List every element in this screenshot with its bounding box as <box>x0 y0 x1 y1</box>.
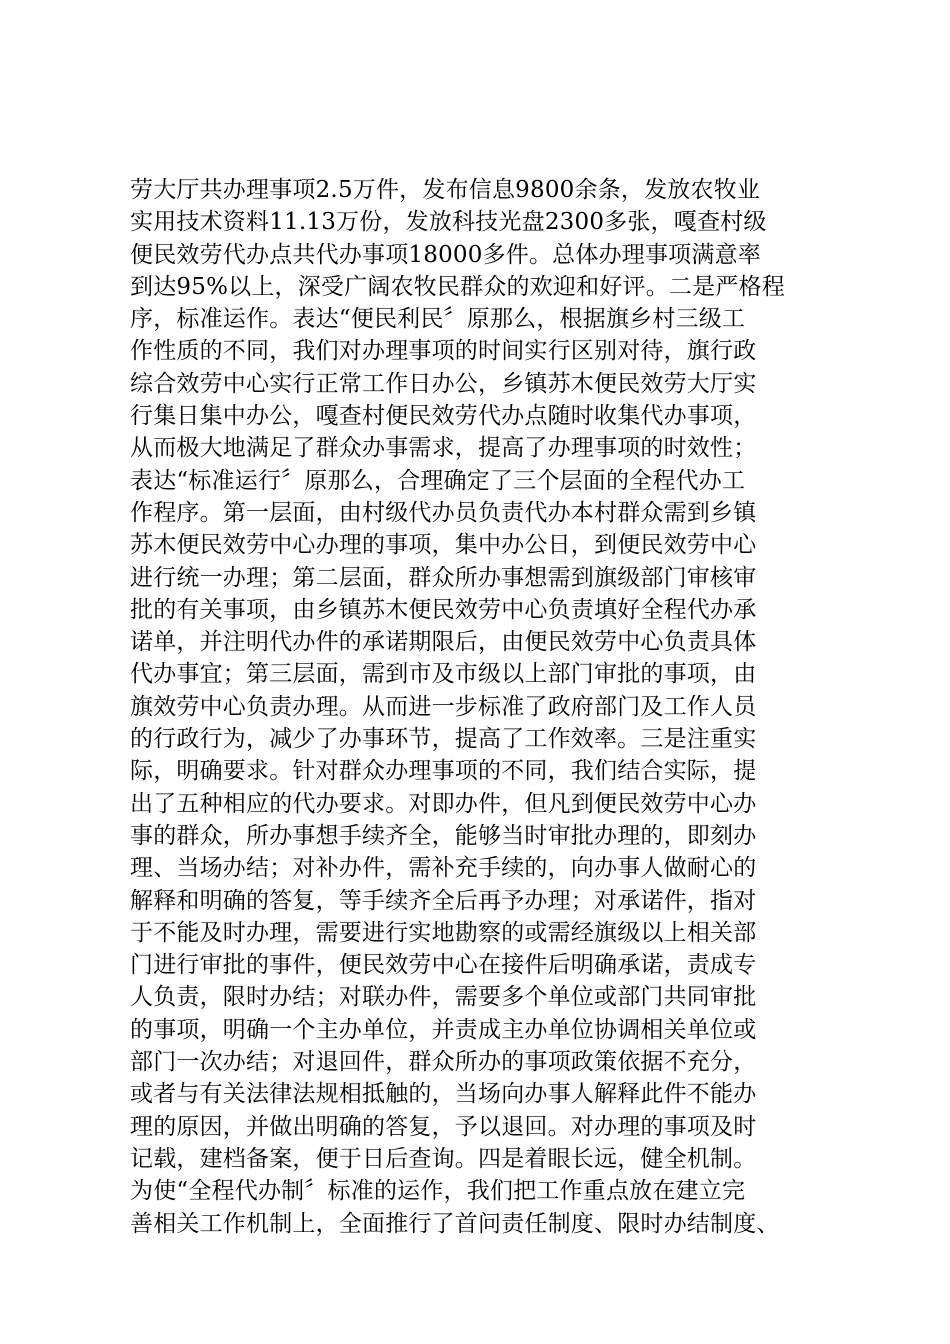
text-line: 诺单，并注明代办件的承诺期限后，由便民效劳中心负责具体 <box>130 629 757 656</box>
text-line: 劳大厅共办理事项2.5万件，发布信息9800余条，发放农牧业 <box>130 177 761 203</box>
text-line: 进行统一办理；第二层面，群众所办事想需到旗级部门审核审 <box>130 564 757 591</box>
text-line: 旗效劳中心负责办理。从而进一步标准了政府部门及工作人员 <box>130 693 757 720</box>
body-text <box>130 174 850 1240</box>
text-line: 部门一次办结；对退回件，群众所办的事项政策依据不充分， <box>130 1049 757 1076</box>
text-line: 代办事宜；第三层面，需到市及市级以上部门审批的事项，由 <box>130 661 757 688</box>
text-line: 的行政行为，减少了办事环节，提高了工作效率。三是注重实 <box>130 726 757 753</box>
text-line: 事的群众，所办事想手续齐全，能够当时审批办理的，即刻办 <box>130 822 757 849</box>
text-line: 为使“全程代办制〞标准的运作，我们把工作重点放在建立完 <box>130 1178 746 1205</box>
text-line: 行集日集中办公，嘎查村便民效劳代办点随时收集代办事项， <box>130 403 757 430</box>
text-line: 出了五种相应的代办要求。对即办件，但凡到便民效劳中心办 <box>130 790 757 817</box>
text-line: 从而极大地满足了群众办事需求，提高了办理事项的时效性； <box>130 435 757 462</box>
text-line: 理的原因，并做出明确的答复，予以退回。对办理的事项及时 <box>130 1113 757 1140</box>
text-line: 的事项，明确一个主办单位，并责成主办单位协调相关单位或 <box>130 1016 757 1043</box>
text-line: 门进行审批的事件，便民效劳中心在接件后明确承诺，责成专 <box>130 952 757 979</box>
text-line: 批的有关事项，由乡镇苏木便民效劳中心负责填好全程代办承 <box>130 596 757 623</box>
text-line: 人负责，限时办结；对联办件，需要多个单位或部门共同审批 <box>130 984 757 1011</box>
text-line: 善相关工作机制上，全面推行了首问责任制度、限时办结制度、 <box>130 1210 780 1237</box>
text-line: 便民效劳代办点共代办事项18000多件。总体办理事项满意率 <box>130 241 761 268</box>
text-line: 作性质的不同，我们对办理事项的时间实行区别对待，旗行政 <box>130 338 757 365</box>
text-line: 记载，建档备案，便于日后查询。四是着眼长远，健全机制。 <box>130 1145 757 1172</box>
text-line: 作程序。第一层面，由村级代办员负责代办本村群众需到乡镇 <box>130 499 757 526</box>
text-line: 序，标准运作。表达“便民利民〞原那么，根据旗乡村三级工 <box>130 306 746 333</box>
text-line: 际，明确要求。针对群众办理事项的不同，我们结合实际，提 <box>130 758 757 785</box>
text-line: 到达95%以上，深受广阔农牧民群众的欢迎和好评。二是严格程 <box>130 273 785 300</box>
text-line: 解释和明确的答复，等手续齐全后再予办理；对承诺件，指对 <box>130 887 757 914</box>
text-line: 实用技术资料11.13万份，发放科技光盘2300多张，嘎查村级 <box>130 209 767 236</box>
text-line: 表达“标准运行〞原那么，合理确定了三个层面的全程代办工 <box>130 467 746 494</box>
text-line: 理、当场办结；对补办件，需补充手续的，向办事人做耐心的 <box>130 855 757 882</box>
text-line: 苏木便民效劳中心办理的事项，集中办公日，到便民效劳中心 <box>130 532 757 559</box>
text-line: 于不能及时办理，需要进行实地勘察的或需经旗级以上相关部 <box>130 919 757 946</box>
text-line: 综合效劳中心实行正常工作日办公，乡镇苏木便民效劳大厅实 <box>130 370 757 397</box>
text-line: 或者与有关法律法规相抵触的，当场向办事人解释此件不能办 <box>130 1081 757 1108</box>
